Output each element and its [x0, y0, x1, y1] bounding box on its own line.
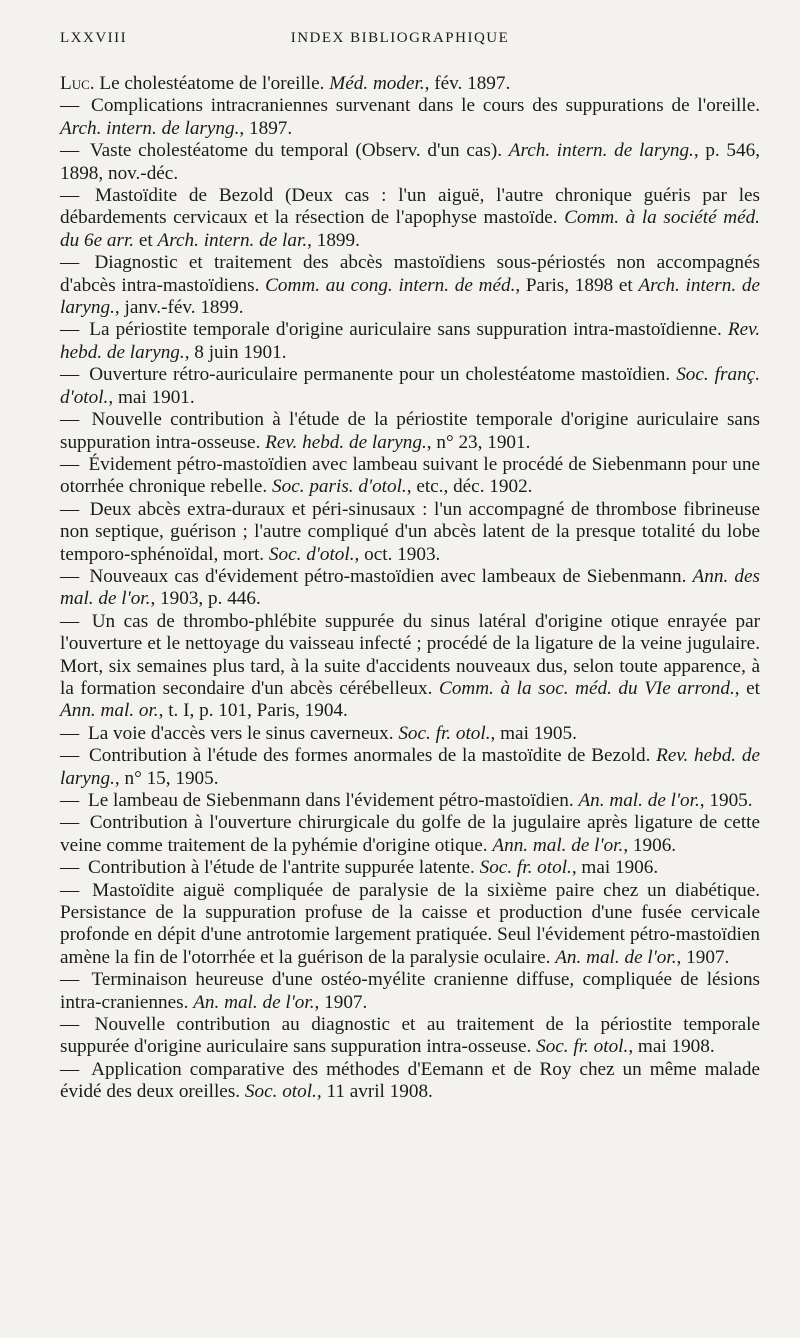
- entry-title: Ouverture rétro-auriculaire permanente pour un cholestéatome mastoïdien.: [89, 364, 677, 386]
- bibliography-entry: [60, 790, 760, 812]
- entry-source: Comm. à la société méd. du 6e arr.: [60, 207, 760, 251]
- entry-details: , n° 23, 1901.: [426, 431, 531, 453]
- entry-details: , 1897.: [239, 117, 293, 139]
- entry-title: La périostite temporale d'origine auriculaire sans suppuration intra-mastoïdienne.: [89, 319, 728, 341]
- entry-details: , 1899.: [307, 229, 360, 251]
- bibliography-entry: [60, 185, 760, 252]
- entry-dash: —: [60, 969, 88, 991]
- entry-dash: —: [60, 745, 85, 767]
- entry-title: Nouveaux cas d'évidement pétro-mastoïdien avec lambeaux de Siebenmann.: [89, 565, 693, 587]
- entry-title: Application comparative des méthodes d'Eemann et de Roy chez un même malade évidé des deux oreilles.: [60, 1058, 760, 1103]
- entry-title: Diagnostic et traitement des abcès mastoïdiens sous-périostés non accompagnés d'abcès intra-mastoïdiens.: [60, 252, 760, 296]
- entry-details: , 1907.: [314, 991, 368, 1013]
- entry-dash: —: [60, 857, 84, 879]
- entry-details: , et: [734, 677, 760, 699]
- entry-details: , mai 1908.: [628, 1036, 715, 1058]
- entry-source: Comm. au cong. intern. de méd.: [265, 274, 516, 296]
- entry-source: Arch. intern. de lar.: [157, 229, 308, 251]
- entry-details: , 1903, p. 446.: [150, 588, 261, 610]
- entry-details: , p. 546, 1898, nov.-déc.: [60, 140, 761, 184]
- entry-dash: —: [60, 453, 85, 475]
- entry-dash: —: [60, 498, 86, 520]
- entry-title: Contribution à l'étude des formes anormales de la mastoïdite de Bezold.: [88, 745, 657, 767]
- entry-title: Contribution à l'étude de l'antrite suppurée latente.: [87, 857, 480, 879]
- entry-source: Soc. d'otol.: [268, 543, 355, 565]
- bibliography-entry: [60, 611, 760, 723]
- entry-dash: —: [60, 722, 84, 744]
- entry-dash: —: [60, 1058, 88, 1080]
- entry-title: Complications intracraniennes survenant dans le cours des suppurations de l'oreille.: [91, 95, 761, 117]
- entry-details: , etc., déc. 1902.: [406, 476, 533, 498]
- entry-source: An. mal. de l'or.: [578, 790, 700, 811]
- entry-source: Rev. hebd. de laryng.: [60, 745, 760, 789]
- entry-dash: —: [60, 790, 84, 811]
- bibliography-entry: [60, 857, 760, 879]
- bibliography-entry: [60, 1059, 760, 1104]
- entry-source: Ann. des mal. de l'or.: [60, 565, 760, 610]
- entry-details: , janv.-fév. 1899.: [114, 297, 244, 319]
- entry-source: Soc. franç. d'otol.: [60, 364, 760, 408]
- bibliography-entry: [60, 252, 760, 319]
- entry-title: Terminaison heureuse d'une ostéo-myélite cranienne diffuse, compliquée de lésions intra-craniennes.: [60, 969, 761, 1013]
- entry-dash: —: [60, 95, 88, 117]
- entry-dash: —: [60, 409, 88, 431]
- entry-title: Nouvelle contribution à l'étude de la périostite temporale d'origine auriculaire sans suppuration intra-osseuse.: [60, 409, 761, 453]
- entry-details: , 1905.: [699, 790, 753, 811]
- entry-title: La voie d'accès vers le sinus caverneux.: [87, 722, 399, 744]
- bibliography-entry: [60, 454, 760, 499]
- running-title: INDEX BIBLIOGRAPHIQUE: [290, 30, 510, 46]
- entry-dash: —: [60, 252, 91, 274]
- entry-details: , t. I, p. 101, Paris, 1904.: [158, 700, 348, 722]
- bibliography-entry: [60, 745, 760, 790]
- bibliography-entry: [60, 723, 760, 745]
- page-header: [60, 30, 760, 47]
- entry-title: Un cas de thrombo-phlébite suppurée du sinus latéral d'origine otique enrayée par l'ouverture et le nettoyage du vaisseau infecté ; procédé de la ligature de la veine jugulaire. Mort, six semaines plus tard, à la suite d'accidents nouveaux dus, selon toute apparence, à la formation secondaire d'un abcès cérébelleux.: [60, 610, 760, 699]
- entry-title: Vaste cholestéatome du temporal (Observ. d'un cas).: [89, 140, 509, 162]
- entry-source: Arch. intern. de laryng.: [60, 274, 760, 319]
- entry-title: Nouvelle contribution au diagnostic et au traitement de la périostite temporale suppurée d'origine auriculaire sans suppuration intra-osseuse.: [60, 1014, 760, 1058]
- entry-source: Rev. hebd. de laryng.: [265, 431, 427, 453]
- entry-details: , Paris, 1898 et: [515, 274, 639, 296]
- entry-source: Soc. fr. otol.: [479, 857, 572, 879]
- bibliography-entry: [60, 499, 760, 566]
- entry-details: , 1906.: [623, 834, 677, 856]
- page-number: LXXVIII: [60, 30, 128, 46]
- entry-dash: —: [60, 185, 92, 207]
- entry-title: Le lambeau de Siebenmann dans l'évidement pétro-mastoïdien.: [87, 790, 579, 811]
- entry-details: , oct. 1903.: [354, 543, 441, 565]
- entry-details: , n° 15, 1905.: [114, 767, 219, 789]
- entry-details: et: [134, 229, 158, 251]
- bibliography-entry: [60, 812, 760, 857]
- entry-dash: —: [60, 565, 86, 587]
- entry-dash: —: [60, 879, 89, 901]
- entry-source: An. mal. de l'or.: [555, 946, 677, 968]
- bibliography-entry: [60, 73, 760, 95]
- entry-source: An. mal. de l'or.: [193, 991, 315, 1013]
- entry-title: Évidement pétro-mastoïdien avec lambeau suivant le procédé de Siebenmann pour une otorrhée chronique rebelle.: [60, 453, 760, 498]
- bibliography-entry: [60, 409, 760, 454]
- entry-details: , 1907.: [676, 946, 730, 968]
- bibliography-entry: [60, 95, 760, 140]
- bibliography-entry: [60, 880, 760, 970]
- entry-title: Contribution à l'ouverture chirurgicale du golfe de la jugulaire après ligature de cette veine comme traitement de la pyhémie d'origine otique.: [60, 812, 760, 856]
- entry-dash: —: [60, 364, 86, 386]
- entry-details: , mai 1906.: [571, 857, 659, 879]
- entry-title: Mastoïdite de Bezold (Deux cas : l'un aiguë, l'autre chronique guéris par les débardements cervicaux et la résection de l'apophyse mastoïde.: [60, 185, 761, 229]
- entry-source: Soc. fr. otol.: [398, 722, 491, 744]
- entry-source: Soc. paris. d'otol.: [272, 476, 407, 498]
- entry-title: Mastoïdite aiguë compliquée de paralysie de la sixième paire chez un diabétique. Persistance de la suppuration profuse de la caisse et production d'une fusée cervicale profonde en dépit d'une antrotomie largement pratiquée. Seul l'évidement pétro-mastoïdien amène la fin de l'otorrhée et la guérison de la paralysie oculaire.: [60, 879, 761, 968]
- bibliography-entry: [60, 566, 760, 611]
- bibliography-entry: [60, 364, 760, 409]
- entry-dash: —: [60, 610, 88, 632]
- entry-source: Méd. moder.: [329, 73, 425, 94]
- entry-details: , 8 juin 1901.: [184, 341, 287, 363]
- entry-source: Ann. mal. de l'or.: [492, 834, 624, 856]
- entry-details: , fév. 1897.: [424, 73, 511, 94]
- entry-dash: —: [60, 140, 86, 162]
- entry-details: , 11 avril 1908.: [316, 1081, 433, 1103]
- entry-source: Comm. à la soc. méd. du VIe arrond.: [439, 677, 735, 699]
- bibliography-entry: [60, 140, 760, 185]
- entry-details: , mai 1905.: [490, 722, 577, 744]
- entry-title: Deux abcès extra-duraux et péri-sinusaux : l'un accompagné de thrombose fibrineuse non septique, guérison ; l'autre compliqué d'un abcès latent de la presque totalité du lobe temporo-sphénoïdal, mort.: [60, 498, 761, 565]
- entry-details: , mai 1901.: [108, 386, 195, 408]
- entry-dash: —: [60, 812, 86, 834]
- entry-source: Arch. intern. de laryng.: [508, 140, 694, 162]
- author-name: Luc.: [60, 73, 100, 94]
- entry-source: Soc. otol.: [244, 1081, 317, 1103]
- bibliography-entry: [60, 319, 760, 364]
- entry-source: Ann. mal. or.: [60, 700, 159, 722]
- entry-source: Arch. intern. de laryng.: [60, 117, 240, 139]
- bibliography-entry: [60, 969, 760, 1014]
- bibliography-entry: [60, 1014, 760, 1059]
- entry-title: Le cholestéatome de l'oreille.: [99, 73, 330, 94]
- entry-source: Soc. fr. otol.: [536, 1036, 629, 1058]
- bibliography-list: [60, 73, 760, 1104]
- entry-source: Rev. hebd. de laryng.: [60, 319, 761, 363]
- entry-dash: —: [60, 1014, 91, 1036]
- entry-dash: —: [60, 319, 86, 341]
